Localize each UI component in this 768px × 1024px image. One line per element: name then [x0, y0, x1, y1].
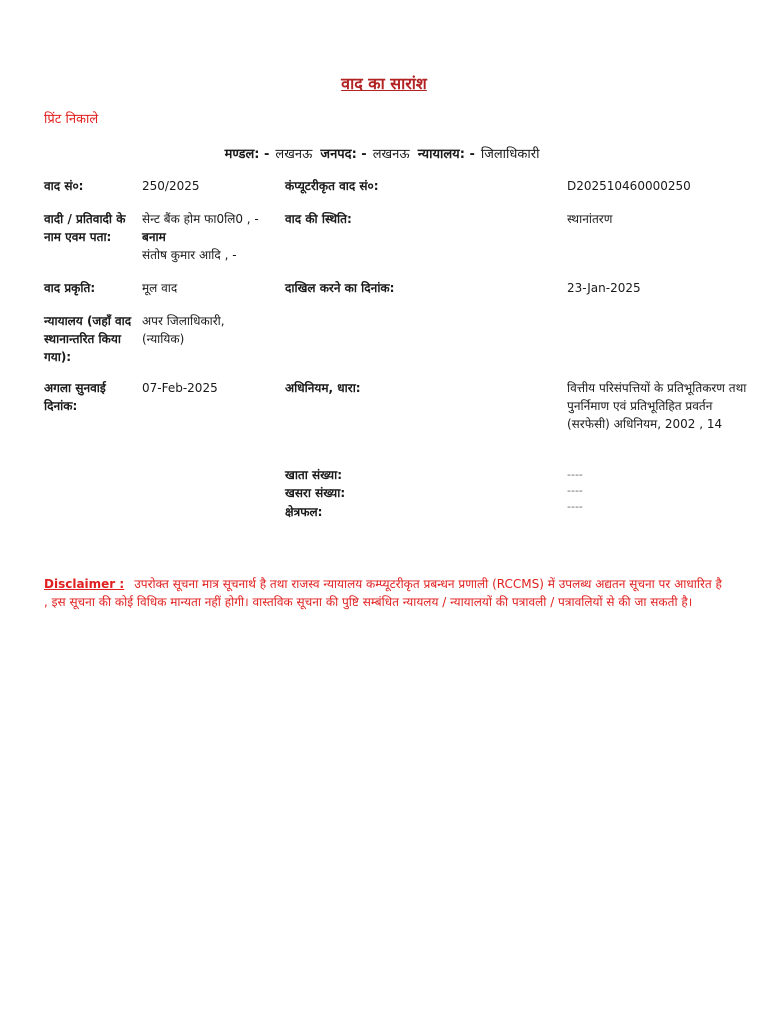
case-number-label: वाद सं०: — [44, 179, 84, 193]
case-nature-label: वाद प्रकृति: — [44, 281, 96, 295]
case-number-value: 250/2025 — [142, 179, 200, 193]
transferred-court-label: न्यायालय (जहाँ वाद स्थानान्तरित किया गया): — [44, 314, 132, 364]
versus-label: बनाम — [142, 230, 166, 244]
disclaimer-text: उपरोक्त सूचना मात्र सूचनार्थ है तथा राजस्व न्यायालय कम्प्यूटरीकृत प्रबन्धन प्रणाली (RCCMS) में उपलब्ध अद्यतन सूचना पर आधारित है , इस सूचना की कोई विधिक मान्यता नहीं होगी। वास्तविक सूचना की पुष्टि सम्बंधित न्यायलय / न्यायालयों की पत्रावली / पत्रावलियों से की जा सकती है। — [44, 577, 722, 609]
mandal-value: लखनऊ — [275, 147, 313, 162]
khata-number-value: ---- — [567, 468, 583, 481]
location-line — [0, 144, 768, 162]
case-status-label: वाद की स्थिति: — [285, 212, 352, 226]
janpad-label: जनपद: - — [320, 147, 367, 162]
mandal-label: मण्डल: - — [224, 147, 270, 162]
computerized-case-number-label: कंप्यूटरीकृत वाद सं०: — [285, 179, 379, 193]
filing-date-value: 23-Jan-2025 — [567, 281, 641, 295]
disclaimer-label: Disclaimer : — [44, 577, 125, 591]
act-section-value: वित्तीय परिसंपत्तियों के प्रतिभूतिकरण तथा पुनर्निमाण एवं प्रतिभूतिहित प्रवर्तन (सरफेसी) अधिनियम, 2002 , 14 — [567, 381, 747, 431]
area-value: ---- — [567, 500, 583, 513]
parties-label: वादी / प्रतिवादी के नाम एवम पता: — [44, 212, 126, 244]
print-link[interactable]: प्रिंट निकाले — [44, 112, 99, 127]
defendant-name: संतोष कुमार आदि , - — [142, 248, 237, 262]
case-status-value: स्थानांतरण — [567, 212, 613, 226]
computerized-case-number-value: D202510460000250 — [567, 179, 691, 193]
parties-value — [142, 210, 270, 264]
filing-date-label: दाखिल करने का दिनांक: — [285, 281, 395, 295]
case-nature-value: मूल वाद — [142, 281, 178, 295]
plaintiff-name: सेन्ट बैंक होम फा0लि0 , - — [142, 212, 259, 226]
khasra-number-label: खसरा संख्या: — [285, 486, 346, 500]
page-title: वाद का सारांश — [341, 74, 427, 93]
nyayalay-value: जिलाधिकारी — [480, 147, 540, 162]
nyayalay-label: न्यायालय: - — [417, 147, 475, 162]
transferred-court-value: अपर जिलाधिकारी, (न्यायिक) — [142, 314, 225, 346]
janpad-value: लखनऊ — [372, 147, 410, 162]
next-hearing-label: अगला सुनवाई दिनांक: — [44, 381, 106, 413]
next-hearing-value: 07-Feb-2025 — [142, 381, 218, 395]
disclaimer — [44, 575, 728, 611]
khasra-number-value: ---- — [567, 484, 583, 497]
area-label: क्षेत्रफल: — [285, 505, 323, 519]
act-section-label: अधिनियम, धारा: — [285, 381, 361, 395]
khata-number-label: खाता संख्या: — [285, 468, 343, 482]
